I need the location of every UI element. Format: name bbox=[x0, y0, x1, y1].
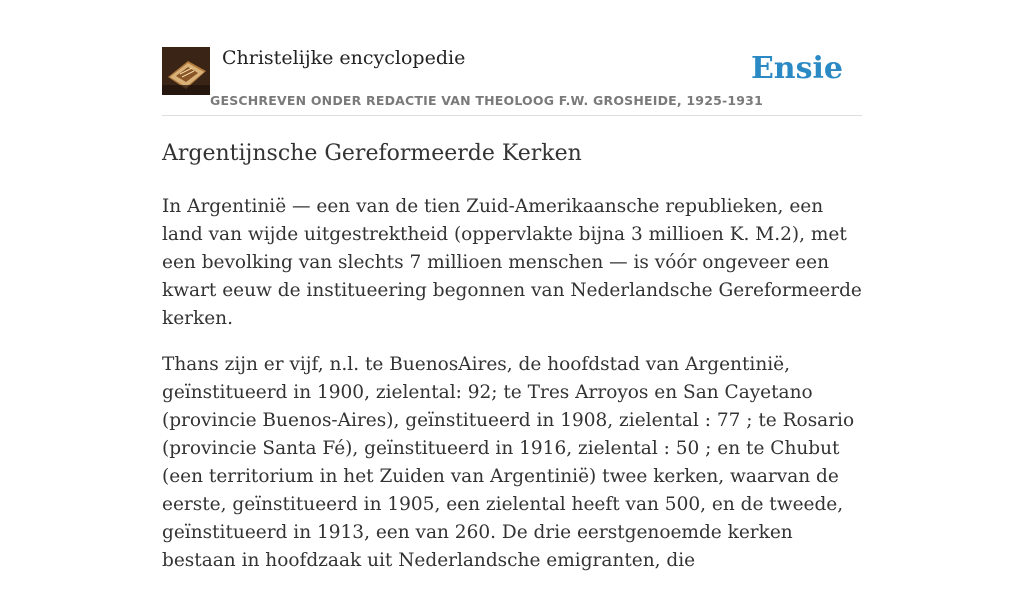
site-header bbox=[162, 46, 862, 116]
ensie-logo-link[interactable]: Ensie bbox=[750, 51, 843, 86]
site-title[interactable]: Christelijke encyclopedie bbox=[222, 47, 466, 69]
article-title: Argentijnsche Gereformeerde Kerken bbox=[162, 141, 582, 166]
book-photo-avatar[interactable] bbox=[162, 47, 210, 95]
article-paragraph: In Argentinië — een van de tien Zuid-Amerikaansche republieken, een land van wijde uitgestrektheid (oppervlakte bijna 3 millioen K. M.2), met een bevolking van slechts 7 millioen menschen — is vóór ongeveer een kwart eeuw de institueering begonnen van Nederlandsche Gereformeerde kerken. bbox=[162, 196, 862, 329]
article-paragraph: Thans zijn er vijf, n.l. te BuenosAires, de hoofdstad van Argentinië, geïnstitueerd in 1900, zielental: 92; te Tres Arroyos en San Cayetano (provincie Buenos-Aires), geïnstitueerd in 1908, zielental : 77 ; te Rosario (provincie Santa Fé), geïnstitueerd in 1916, zielental : 50 ; en te Chubut (een territorium in het Zuiden van Argentinië) twee kerken, waarvan de eerste, geïnstitueerd in 1905, een zielental heeft van 500, en de tweede, geïnstitueerd in 1913, een van 260. De drie eerstgenoemde kerken bestaan in hoofdzaak uit Nederlandsche emigranten, die bbox=[162, 354, 855, 571]
article bbox=[162, 139, 862, 593]
header-divider bbox=[162, 115, 862, 116]
site-subtitle: GESCHREVEN ONDER REDACTIE VAN THEOLOOG F.W. GROSHEIDE, 1925-1931 bbox=[210, 93, 763, 108]
